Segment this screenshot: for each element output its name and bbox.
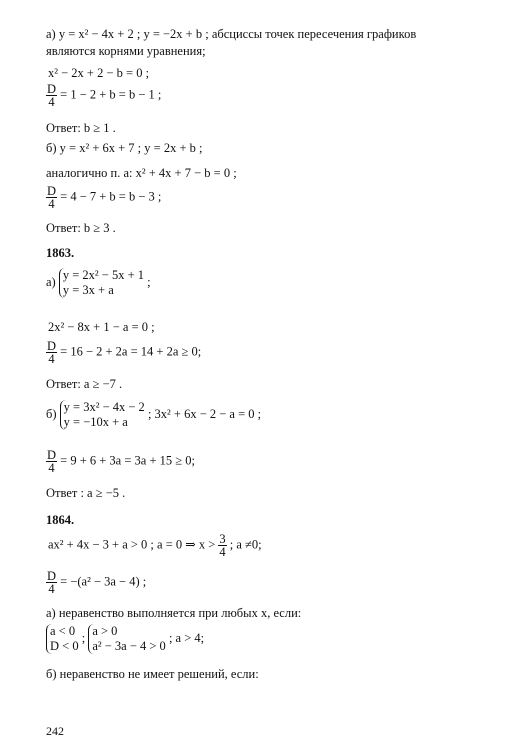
text-line: являются корнями уравнения;	[46, 44, 206, 58]
equation: $\frac{D}{4}$ = 16 − 2 + 2a = 14 + 2a ≥ 0;	[47, 339, 202, 366]
answer: Ответ: a ≥ −7 .	[46, 377, 123, 391]
brace: y = 3x² − 4x − 2 y = −10x + a	[60, 400, 145, 430]
fraction: $\frac{D}{4}$	[47, 184, 57, 211]
fraction: $\frac{D}{4}$	[47, 448, 57, 475]
problem-number: 1864.	[46, 513, 75, 527]
text-line: б) неравенство не имеет решений, если:	[46, 667, 259, 681]
system: б) y = 3x² − 4x − 2 y = −10x + a ; 3x² + 6x − 2 − a = 0 ;	[46, 400, 262, 429]
answer: Ответ: b ≥ 3 .	[46, 221, 116, 235]
equation: x² − 2x + 2 − b = 0 ;	[48, 66, 150, 80]
brace: y = 2x² − 5x + 1 y = 3x + a	[59, 268, 144, 298]
equation: $\frac{D}{4}$ = 4 − 7 + b = b − 3 ;	[47, 184, 162, 211]
text-line: а) y = x² − 4x + 2 ; y = −2x + b ; абсциссы точек пересечения графиков	[46, 27, 417, 41]
system: a < 0 D < 0 ; a > 0 a² − 3a − 4 > 0 ; a > 4;	[46, 624, 204, 654]
fraction: $\frac{D}{4}$	[47, 569, 57, 596]
equation: $\frac{D}{4}$ = 9 + 6 + 3a = 3a + 15 ≥ 0;	[47, 448, 195, 475]
answer: Ответ: b ≥ 1 .	[46, 121, 116, 135]
equation: ax² + 4x − 3 + a > 0 ; a = 0 ⇒ x > $\frac{3}{4}$ ; a ≠0;	[48, 532, 262, 559]
fraction: $\frac{D}{4}$	[47, 339, 57, 366]
brace: a > 0 a² − 3a − 4 > 0	[88, 624, 166, 654]
page-number: 242	[46, 724, 64, 738]
brace: a < 0 D < 0	[46, 624, 79, 654]
answer: Ответ : a ≥ −5 .	[46, 486, 126, 500]
equation: 2x² − 8x + 1 − a = 0 ;	[48, 320, 155, 334]
fraction: $\frac{D}{4}$	[47, 82, 57, 109]
equation: $\frac{D}{4}$ = 1 − 2 + b = b − 1 ;	[47, 82, 162, 109]
fraction: $\frac{3}{4}$	[219, 532, 226, 559]
problem-number: 1863.	[46, 246, 75, 260]
text-line: а) неравенство выполняется при любых x, если:	[46, 606, 302, 620]
text-line: аналогично п. а: x² + 4x + 7 − b = 0 ;	[46, 166, 237, 180]
equation: $\frac{D}{4}$ = −(a² − 3a − 4) ;	[47, 569, 147, 596]
text-line: б) y = x² + 6x + 7 ; y = 2x + b ;	[46, 141, 203, 155]
system: а) y = 2x² − 5x + 1 y = 3x + a ;	[46, 268, 151, 297]
